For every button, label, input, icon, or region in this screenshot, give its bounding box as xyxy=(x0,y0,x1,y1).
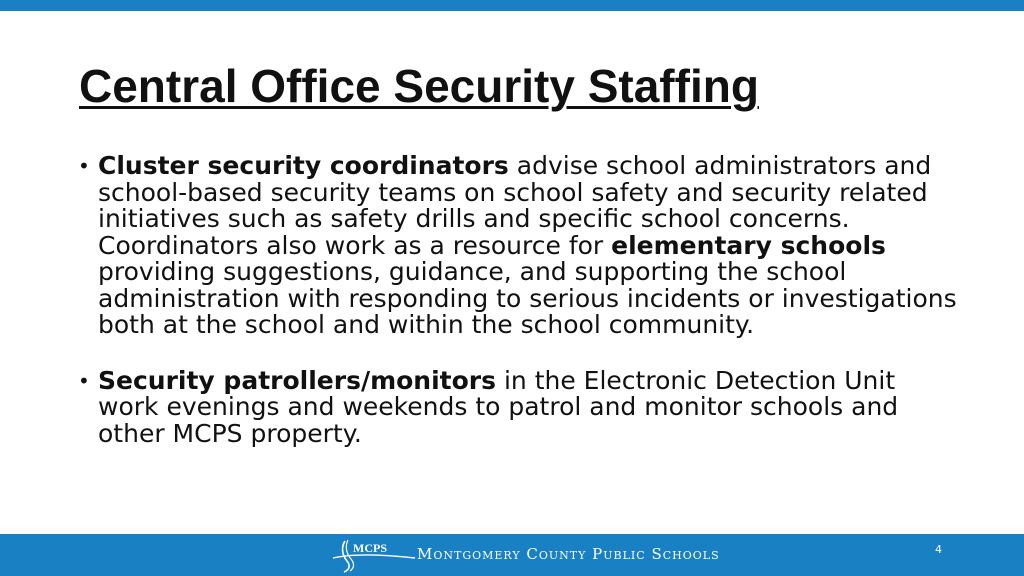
page-number: 4 xyxy=(935,543,942,556)
mcps-logo-icon xyxy=(331,537,417,573)
logo-text: MCPS xyxy=(353,541,387,555)
bullet-item xyxy=(78,153,958,339)
bullet-bold-lead: Security patrollers/monitors xyxy=(98,365,497,395)
bullet-marker-icon: • xyxy=(78,368,90,393)
bullet-bold-lead: Cluster security coordinators xyxy=(98,151,509,180)
bullet-text: advise school administrators and school-based security teams on school safety and security related initiatives such as safety drills and specific school concerns. Coordinators also work as a resource for xyxy=(98,151,932,260)
bullet-item xyxy=(78,365,958,448)
bullet-text: in the Electronic Detection Unit work evenings and weekends to patrol and monitor schools and other MCPS property. xyxy=(98,365,899,448)
footer-bar xyxy=(0,534,1024,576)
bullet-list xyxy=(78,153,958,447)
org-name: Montgomery County Public Schools xyxy=(417,545,720,563)
top-accent-bar xyxy=(0,0,1024,11)
slide-title: Central Office Security Staffing xyxy=(79,60,759,112)
bullet-marker-icon: • xyxy=(78,154,90,178)
bullet-text-tail: providing suggestions, guidance, and supporting the school administration with responding to serious incidents or investigations both at the school and within the school community. xyxy=(98,257,957,339)
bullet-bold-inline: elementary schools xyxy=(611,230,886,260)
